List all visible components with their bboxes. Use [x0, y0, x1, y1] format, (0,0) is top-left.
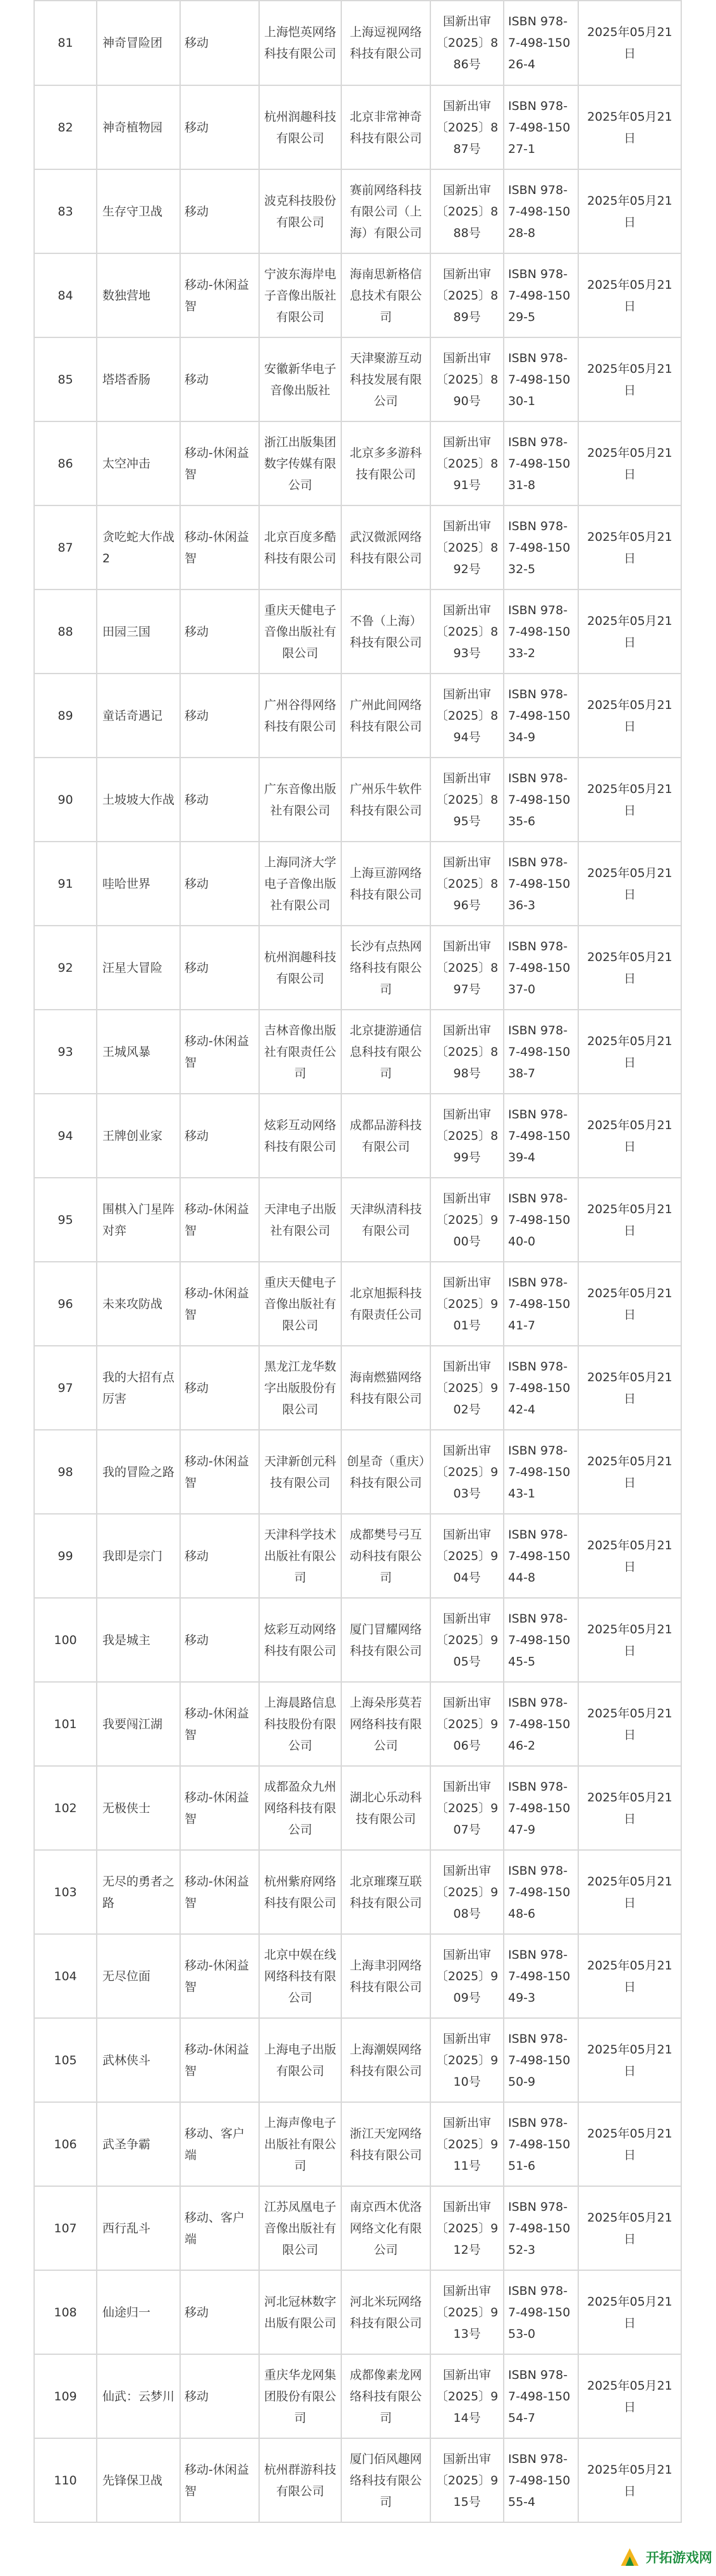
approval-number-cell: 国新出审〔2025〕910号	[430, 2018, 504, 2102]
approval-number-cell: 国新出审〔2025〕890号	[430, 337, 504, 421]
site-logo-icon	[617, 2544, 642, 2570]
table-row	[34, 253, 681, 337]
table-row	[34, 1430, 681, 1514]
platform-type-cell: 移动	[180, 1514, 259, 1598]
isbn-cell: ISBN 978-7-498-15051-6	[504, 2102, 578, 2186]
publisher-cell: 重庆天健电子音像出版社有限公司	[259, 1262, 341, 1346]
game-name-cell: 西行乱斗	[97, 2186, 180, 2270]
isbn-cell: ISBN 978-7-498-15039-4	[504, 1094, 578, 1178]
approval-date-cell: 2025年05月21日	[578, 1766, 681, 1850]
operator-cell: 成都樊号弓互动科技有限公司	[341, 1514, 430, 1598]
row-number-cell: 105	[34, 2018, 97, 2102]
platform-type-cell: 移动、客户端	[180, 2102, 259, 2186]
table-row	[34, 2018, 681, 2102]
approval-number-cell: 国新出审〔2025〕901号	[430, 1262, 504, 1346]
publisher-cell: 广州谷得网络科技有限公司	[259, 674, 341, 758]
platform-type-cell: 移动	[180, 590, 259, 674]
row-number-cell: 88	[34, 590, 97, 674]
operator-cell: 北京多多游科技有限公司	[341, 421, 430, 505]
operator-cell: 成都品游科技有限公司	[341, 1094, 430, 1178]
approval-number-cell: 国新出审〔2025〕914号	[430, 2354, 504, 2438]
approval-date-cell: 2025年05月21日	[578, 1262, 681, 1346]
game-name-cell: 我的大招有点厉害	[97, 1346, 180, 1430]
approval-number-cell: 国新出审〔2025〕888号	[430, 169, 504, 253]
approval-number-cell: 国新出审〔2025〕900号	[430, 1178, 504, 1262]
isbn-cell: ISBN 978-7-498-15038-7	[504, 1010, 578, 1094]
row-number-cell: 85	[34, 337, 97, 421]
publisher-cell: 杭州紫府网络科技有限公司	[259, 1850, 341, 1934]
table-row	[34, 1178, 681, 1262]
table-row	[34, 505, 681, 590]
operator-cell: 河北米玩网络科技有限公司	[341, 2270, 430, 2354]
table-row	[34, 1346, 681, 1430]
approval-date-cell: 2025年05月21日	[578, 2354, 681, 2438]
isbn-cell: ISBN 978-7-498-15030-1	[504, 337, 578, 421]
game-name-cell: 神奇冒险团	[97, 1, 180, 85]
table-row	[34, 2186, 681, 2270]
operator-cell: 北京璀璨互联科技有限公司	[341, 1850, 430, 1934]
approval-number-cell: 国新出审〔2025〕898号	[430, 1010, 504, 1094]
game-name-cell: 我的冒险之路	[97, 1430, 180, 1514]
publisher-cell: 重庆华龙网集团股份有限公司	[259, 2354, 341, 2438]
table-row	[34, 1010, 681, 1094]
row-number-cell: 87	[34, 505, 97, 590]
game-name-cell: 土坡坡大作战	[97, 758, 180, 842]
platform-type-cell: 移动-休闲益智	[180, 505, 259, 590]
watermark-text: 开拓游戏网	[646, 2550, 712, 2565]
approval-date-cell: 2025年05月21日	[578, 2186, 681, 2270]
publisher-cell: 安徽新华电子音像出版社	[259, 337, 341, 421]
publisher-cell: 炫彩互动网络科技有限公司	[259, 1598, 341, 1682]
operator-cell: 天津纵清科技有限公司	[341, 1178, 430, 1262]
table-row	[34, 1850, 681, 1934]
approval-number-cell: 国新出审〔2025〕912号	[430, 2186, 504, 2270]
game-name-cell: 无极侠士	[97, 1766, 180, 1850]
publisher-cell: 浙江出版集团数字传媒有限公司	[259, 421, 341, 505]
platform-type-cell: 移动	[180, 842, 259, 926]
game-name-cell: 田园三国	[97, 590, 180, 674]
operator-cell: 赛前网络科技有限公司（上海）有限公司	[341, 169, 430, 253]
operator-cell: 创星奇（重庆）科技有限公司	[341, 1430, 430, 1514]
publisher-cell: 上海电子出版有限公司	[259, 2018, 341, 2102]
approval-date-cell: 2025年05月21日	[578, 1934, 681, 2018]
approval-number-cell: 国新出审〔2025〕904号	[430, 1514, 504, 1598]
approval-date-cell: 2025年05月21日	[578, 674, 681, 758]
approval-date-cell: 2025年05月21日	[578, 1514, 681, 1598]
operator-cell: 北京非常神奇科技有限公司	[341, 85, 430, 169]
approval-date-cell: 2025年05月21日	[578, 2438, 681, 2522]
table-row	[34, 1598, 681, 1682]
operator-cell: 成都像素龙网络科技有限公司	[341, 2354, 430, 2438]
platform-type-cell: 移动-休闲益智	[180, 1934, 259, 2018]
platform-type-cell: 移动	[180, 674, 259, 758]
operator-cell: 湖北心乐动科技有限公司	[341, 1766, 430, 1850]
row-number-cell: 109	[34, 2354, 97, 2438]
platform-type-cell: 移动-休闲益智	[180, 1178, 259, 1262]
platform-type-cell: 移动-休闲益智	[180, 1850, 259, 1934]
operator-cell: 武汉微派网络科技有限公司	[341, 505, 430, 590]
game-name-cell: 我即是宗门	[97, 1514, 180, 1598]
platform-type-cell: 移动-休闲益智	[180, 1766, 259, 1850]
approval-date-cell: 2025年05月21日	[578, 2102, 681, 2186]
row-number-cell: 83	[34, 169, 97, 253]
publisher-cell: 黑龙江龙华数字出版股份有限公司	[259, 1346, 341, 1430]
approval-number-cell: 国新出审〔2025〕899号	[430, 1094, 504, 1178]
approval-date-cell: 2025年05月21日	[578, 1178, 681, 1262]
table-row	[34, 421, 681, 505]
publisher-cell: 北京百度多酷科技有限公司	[259, 505, 341, 590]
approval-number-cell: 国新出审〔2025〕907号	[430, 1766, 504, 1850]
approval-number-cell: 国新出审〔2025〕887号	[430, 85, 504, 169]
game-name-cell: 武圣争霸	[97, 2102, 180, 2186]
isbn-cell: ISBN 978-7-498-15026-4	[504, 1, 578, 85]
game-name-cell: 生存守卫战	[97, 169, 180, 253]
row-number-cell: 100	[34, 1598, 97, 1682]
platform-type-cell: 移动	[180, 1346, 259, 1430]
operator-cell: 上海亘游网络科技有限公司	[341, 842, 430, 926]
row-number-cell: 98	[34, 1430, 97, 1514]
operator-cell: 长沙有点热网络科技有限公司	[341, 926, 430, 1010]
game-name-cell: 武林侠斗	[97, 2018, 180, 2102]
table-row	[34, 1766, 681, 1850]
publisher-cell: 上海晨路信息科技股份有限公司	[259, 1682, 341, 1766]
publisher-cell: 天津科学技术出版社有限公司	[259, 1514, 341, 1598]
operator-cell: 上海潮娱网络科技有限公司	[341, 2018, 430, 2102]
game-name-cell: 王城风暴	[97, 1010, 180, 1094]
approval-date-cell: 2025年05月21日	[578, 337, 681, 421]
isbn-cell: ISBN 978-7-498-15036-3	[504, 842, 578, 926]
row-number-cell: 97	[34, 1346, 97, 1430]
table-row	[34, 674, 681, 758]
approval-date-cell: 2025年05月21日	[578, 1850, 681, 1934]
approval-number-cell: 国新出审〔2025〕897号	[430, 926, 504, 1010]
approval-date-cell: 2025年05月21日	[578, 1, 681, 85]
approval-number-cell: 国新出审〔2025〕896号	[430, 842, 504, 926]
isbn-cell: ISBN 978-7-498-15042-4	[504, 1346, 578, 1430]
operator-cell: 上海聿羽网络科技有限公司	[341, 1934, 430, 2018]
platform-type-cell: 移动	[180, 169, 259, 253]
publisher-cell: 吉林音像出版社有限责任公司	[259, 1010, 341, 1094]
isbn-cell: ISBN 978-7-498-15031-8	[504, 421, 578, 505]
platform-type-cell: 移动	[180, 85, 259, 169]
platform-type-cell: 移动-休闲益智	[180, 1430, 259, 1514]
publisher-cell: 河北冠林数字出版有限公司	[259, 2270, 341, 2354]
operator-cell: 不鲁（上海）科技有限公司	[341, 590, 430, 674]
approval-number-cell: 国新出审〔2025〕913号	[430, 2270, 504, 2354]
table-row	[34, 2102, 681, 2186]
row-number-cell: 99	[34, 1514, 97, 1598]
operator-cell: 海南思新格信息技术有限公司	[341, 253, 430, 337]
isbn-cell: ISBN 978-7-498-15048-6	[504, 1850, 578, 1934]
platform-type-cell: 移动	[180, 337, 259, 421]
isbn-cell: ISBN 978-7-498-15037-0	[504, 926, 578, 1010]
row-number-cell: 94	[34, 1094, 97, 1178]
row-number-cell: 93	[34, 1010, 97, 1094]
platform-type-cell: 移动-休闲益智	[180, 1010, 259, 1094]
approval-number-cell: 国新出审〔2025〕905号	[430, 1598, 504, 1682]
table-row	[34, 590, 681, 674]
row-number-cell: 106	[34, 2102, 97, 2186]
approval-date-cell: 2025年05月21日	[578, 1346, 681, 1430]
publisher-cell: 重庆天健电子音像出版社有限公司	[259, 590, 341, 674]
row-number-cell: 110	[34, 2438, 97, 2522]
publisher-cell: 上海声像电子出版社有限公司	[259, 2102, 341, 2186]
publisher-cell: 北京中娱在线网络科技有限公司	[259, 1934, 341, 2018]
operator-cell: 天津聚游互动科技发展有限公司	[341, 337, 430, 421]
approval-date-cell: 2025年05月21日	[578, 1682, 681, 1766]
publisher-cell: 杭州润趣科技有限公司	[259, 926, 341, 1010]
approval-number-cell: 国新出审〔2025〕891号	[430, 421, 504, 505]
platform-type-cell: 移动	[180, 1, 259, 85]
operator-cell: 广州此间网络科技有限公司	[341, 674, 430, 758]
table-row	[34, 842, 681, 926]
approval-number-cell: 国新出审〔2025〕892号	[430, 505, 504, 590]
operator-cell: 北京捷游通信息科技有限公司	[341, 1010, 430, 1094]
table-row	[34, 1514, 681, 1598]
operator-cell: 厦门冒耀网络科技有限公司	[341, 1598, 430, 1682]
approval-number-cell: 国新出审〔2025〕915号	[430, 2438, 504, 2522]
publisher-cell: 波克科技股份有限公司	[259, 169, 341, 253]
approval-date-cell: 2025年05月21日	[578, 590, 681, 674]
isbn-cell: ISBN 978-7-498-15027-1	[504, 85, 578, 169]
game-name-cell: 塔塔香肠	[97, 337, 180, 421]
publisher-cell: 宁波东海岸电子音像出版社有限公司	[259, 253, 341, 337]
approval-date-cell: 2025年05月21日	[578, 842, 681, 926]
game-name-cell: 太空冲击	[97, 421, 180, 505]
approval-number-cell: 国新出审〔2025〕906号	[430, 1682, 504, 1766]
row-number-cell: 86	[34, 421, 97, 505]
isbn-cell: ISBN 978-7-498-15032-5	[504, 505, 578, 590]
table-row	[34, 169, 681, 253]
table-body	[34, 1, 681, 2522]
table-row	[34, 85, 681, 169]
approval-number-cell: 国新出审〔2025〕908号	[430, 1850, 504, 1934]
isbn-cell: ISBN 978-7-498-15033-2	[504, 590, 578, 674]
isbn-cell: ISBN 978-7-498-15055-4	[504, 2438, 578, 2522]
publisher-cell: 天津电子出版社有限公司	[259, 1178, 341, 1262]
isbn-cell: ISBN 978-7-498-15044-8	[504, 1514, 578, 1598]
isbn-cell: ISBN 978-7-498-15047-9	[504, 1766, 578, 1850]
approval-date-cell: 2025年05月21日	[578, 1430, 681, 1514]
publisher-cell: 天津新创元科技有限公司	[259, 1430, 341, 1514]
approval-number-cell: 国新出审〔2025〕889号	[430, 253, 504, 337]
row-number-cell: 104	[34, 1934, 97, 2018]
isbn-cell: ISBN 978-7-498-15041-7	[504, 1262, 578, 1346]
approval-date-cell: 2025年05月21日	[578, 926, 681, 1010]
table-row	[34, 1682, 681, 1766]
approval-number-cell: 国新出审〔2025〕903号	[430, 1430, 504, 1514]
isbn-cell: ISBN 978-7-498-15034-9	[504, 674, 578, 758]
game-name-cell: 先锋保卫战	[97, 2438, 180, 2522]
row-number-cell: 81	[34, 1, 97, 85]
game-name-cell: 神奇植物园	[97, 85, 180, 169]
approval-date-cell: 2025年05月21日	[578, 1598, 681, 1682]
approval-date-cell: 2025年05月21日	[578, 505, 681, 590]
publisher-cell: 上海恺英网络科技有限公司	[259, 1, 341, 85]
site-watermark	[617, 2541, 712, 2573]
publisher-cell: 广东音像出版社有限公司	[259, 758, 341, 842]
operator-cell: 上海朵彤莫若网络科技有限公司	[341, 1682, 430, 1766]
table-row	[34, 926, 681, 1010]
game-name-cell: 数独营地	[97, 253, 180, 337]
table-row	[34, 1934, 681, 2018]
platform-type-cell: 移动-休闲益智	[180, 2438, 259, 2522]
row-number-cell: 101	[34, 1682, 97, 1766]
publisher-cell: 炫彩互动网络科技有限公司	[259, 1094, 341, 1178]
operator-cell: 北京旭振科技有限责任公司	[341, 1262, 430, 1346]
operator-cell: 浙江天宠网络科技有限公司	[341, 2102, 430, 2186]
game-name-cell: 仙武：云梦川	[97, 2354, 180, 2438]
row-number-cell: 82	[34, 85, 97, 169]
platform-type-cell: 移动-休闲益智	[180, 421, 259, 505]
row-number-cell: 92	[34, 926, 97, 1010]
isbn-cell: ISBN 978-7-498-15050-9	[504, 2018, 578, 2102]
table-row	[34, 2270, 681, 2354]
game-name-cell: 无尽的勇者之路	[97, 1850, 180, 1934]
table-row	[34, 1262, 681, 1346]
operator-cell: 厦门佰风趣网络科技有限公司	[341, 2438, 430, 2522]
approval-number-cell: 国新出审〔2025〕911号	[430, 2102, 504, 2186]
platform-type-cell: 移动、客户端	[180, 2186, 259, 2270]
approval-date-cell: 2025年05月21日	[578, 1094, 681, 1178]
game-name-cell: 汪星大冒险	[97, 926, 180, 1010]
approval-date-cell: 2025年05月21日	[578, 2018, 681, 2102]
game-name-cell: 无尽位面	[97, 1934, 180, 2018]
approval-date-cell: 2025年05月21日	[578, 2270, 681, 2354]
isbn-cell: ISBN 978-7-498-15052-3	[504, 2186, 578, 2270]
table-row	[34, 2438, 681, 2522]
row-number-cell: 108	[34, 2270, 97, 2354]
game-name-cell: 围棋入门星阵对弈	[97, 1178, 180, 1262]
table-row	[34, 2354, 681, 2438]
approval-number-cell: 国新出审〔2025〕886号	[430, 1, 504, 85]
platform-type-cell: 移动-休闲益智	[180, 2018, 259, 2102]
isbn-cell: ISBN 978-7-498-15029-5	[504, 253, 578, 337]
approval-date-cell: 2025年05月21日	[578, 1010, 681, 1094]
table-row	[34, 1, 681, 85]
operator-cell: 上海逗视网络科技有限公司	[341, 1, 430, 85]
operator-cell: 南京西木优洛网络文化有限公司	[341, 2186, 430, 2270]
approval-number-cell: 国新出审〔2025〕895号	[430, 758, 504, 842]
game-name-cell: 仙途归一	[97, 2270, 180, 2354]
isbn-cell: ISBN 978-7-498-15043-1	[504, 1430, 578, 1514]
platform-type-cell: 移动	[180, 1598, 259, 1682]
row-number-cell: 84	[34, 253, 97, 337]
publisher-cell: 成都盈众九州网络科技有限公司	[259, 1766, 341, 1850]
row-number-cell: 107	[34, 2186, 97, 2270]
game-name-cell: 童话奇遇记	[97, 674, 180, 758]
approval-number-cell: 国新出审〔2025〕909号	[430, 1934, 504, 2018]
table-row	[34, 758, 681, 842]
isbn-cell: ISBN 978-7-498-15035-6	[504, 758, 578, 842]
row-number-cell: 89	[34, 674, 97, 758]
approval-number-cell: 国新出审〔2025〕894号	[430, 674, 504, 758]
platform-type-cell: 移动	[180, 758, 259, 842]
row-number-cell: 96	[34, 1262, 97, 1346]
approval-number-cell: 国新出审〔2025〕893号	[430, 590, 504, 674]
isbn-cell: ISBN 978-7-498-15028-8	[504, 169, 578, 253]
publisher-cell: 杭州润趣科技有限公司	[259, 85, 341, 169]
platform-type-cell: 移动	[180, 926, 259, 1010]
approval-number-cell: 国新出审〔2025〕902号	[430, 1346, 504, 1430]
isbn-cell: ISBN 978-7-498-15049-3	[504, 1934, 578, 2018]
approval-date-cell: 2025年05月21日	[578, 85, 681, 169]
isbn-cell: ISBN 978-7-498-15046-2	[504, 1682, 578, 1766]
game-name-cell: 我是城主	[97, 1598, 180, 1682]
table-row	[34, 1094, 681, 1178]
row-number-cell: 102	[34, 1766, 97, 1850]
approval-date-cell: 2025年05月21日	[578, 253, 681, 337]
approval-date-cell: 2025年05月21日	[578, 169, 681, 253]
approval-date-cell: 2025年05月21日	[578, 421, 681, 505]
game-name-cell: 未来攻防战	[97, 1262, 180, 1346]
platform-type-cell: 移动	[180, 1094, 259, 1178]
row-number-cell: 95	[34, 1178, 97, 1262]
operator-cell: 广州乐牛软件科技有限公司	[341, 758, 430, 842]
platform-type-cell: 移动-休闲益智	[180, 253, 259, 337]
table-row	[34, 337, 681, 421]
row-number-cell: 91	[34, 842, 97, 926]
row-number-cell: 103	[34, 1850, 97, 1934]
isbn-cell: ISBN 978-7-498-15054-7	[504, 2354, 578, 2438]
approval-date-cell: 2025年05月21日	[578, 758, 681, 842]
isbn-cell: ISBN 978-7-498-15045-5	[504, 1598, 578, 1682]
game-name-cell: 贪吃蛇大作战2	[97, 505, 180, 590]
publisher-cell: 江苏凤凰电子音像出版社有限公司	[259, 2186, 341, 2270]
operator-cell: 海南燃猫网络科技有限公司	[341, 1346, 430, 1430]
game-approval-table	[33, 0, 682, 2523]
platform-type-cell: 移动	[180, 2354, 259, 2438]
isbn-cell: ISBN 978-7-498-15040-0	[504, 1178, 578, 1262]
platform-type-cell: 移动	[180, 2270, 259, 2354]
platform-type-cell: 移动-休闲益智	[180, 1682, 259, 1766]
game-name-cell: 王牌创业家	[97, 1094, 180, 1178]
publisher-cell: 上海同济大学电子音像出版社有限公司	[259, 842, 341, 926]
isbn-cell: ISBN 978-7-498-15053-0	[504, 2270, 578, 2354]
row-number-cell: 90	[34, 758, 97, 842]
platform-type-cell: 移动-休闲益智	[180, 1262, 259, 1346]
publisher-cell: 杭州群游科技有限公司	[259, 2438, 341, 2522]
game-name-cell: 我要闯江湖	[97, 1682, 180, 1766]
game-name-cell: 哇哈世界	[97, 842, 180, 926]
